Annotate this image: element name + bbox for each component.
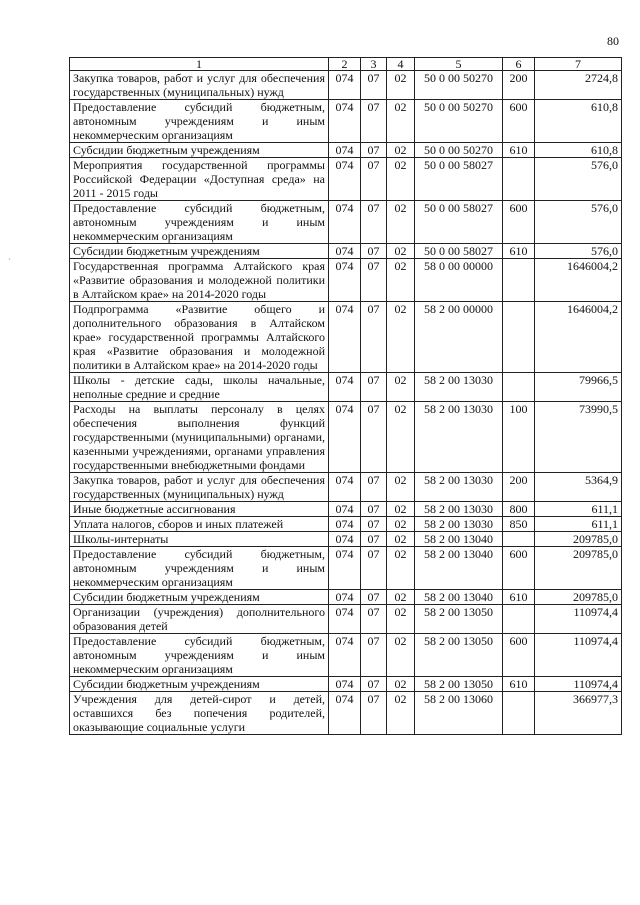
row-code-cell-c6 xyxy=(503,302,535,373)
row-code-cell-c4: 02 xyxy=(387,100,415,143)
row-code-cell-c5: 58 2 00 00000 xyxy=(415,302,503,373)
row-code-cell-c4: 02 xyxy=(387,532,415,547)
row-code-cell-c6: 100 xyxy=(503,402,535,473)
row-code-cell-c5: 58 2 00 13030 xyxy=(415,373,503,402)
row-code-cell-c4: 02 xyxy=(387,692,415,735)
row-code-cell-c2: 074 xyxy=(329,473,361,502)
row-code-cell-c3: 07 xyxy=(361,502,387,517)
row-name-cell: Подпрограмма «Развитие общего и дополнительного образования в Алтайском крае» государственной программы Алтайского края «Развитие образования и молодежной политики в Алтайском крае» на 2014-2020 годы xyxy=(70,302,329,373)
row-code-cell-c4: 02 xyxy=(387,473,415,502)
row-code-cell-c5: 50 0 00 58027 xyxy=(415,158,503,201)
row-code-cell-c5: 58 2 00 13040 xyxy=(415,547,503,590)
row-code-cell-c7: 610,8 xyxy=(535,100,622,143)
table-row xyxy=(70,692,622,735)
row-code-cell-c4: 02 xyxy=(387,547,415,590)
row-code-cell-c4: 02 xyxy=(387,143,415,158)
row-code-cell-c3: 07 xyxy=(361,590,387,605)
table-row xyxy=(70,143,622,158)
row-code-cell-c3: 07 xyxy=(361,634,387,677)
row-code-cell-c5: 50 0 00 50270 xyxy=(415,143,503,158)
row-code-cell-c7: 366977,3 xyxy=(535,692,622,735)
row-name-cell: Учреждения для детей-сирот и детей, оставшихся без попечения родителей, оказывающие социальные услуги xyxy=(70,692,329,735)
row-code-cell-c3: 07 xyxy=(361,373,387,402)
table-row xyxy=(70,100,622,143)
row-code-cell-c3: 07 xyxy=(361,547,387,590)
row-code-cell-c7: 209785,0 xyxy=(535,547,622,590)
row-code-cell-c5: 50 0 00 58027 xyxy=(415,201,503,244)
row-code-cell-c7: 576,0 xyxy=(535,244,622,259)
row-code-cell-c2: 074 xyxy=(329,502,361,517)
row-code-cell-c2: 074 xyxy=(329,590,361,605)
row-name-cell: Предоставление субсидий бюджетным, автономным учреждениям и иным некоммерческим организациям xyxy=(70,547,329,590)
row-code-cell-c2: 074 xyxy=(329,71,361,100)
row-name-cell: Закупка товаров, работ и услуг для обеспечения государственных (муниципальных) нужд xyxy=(70,71,329,100)
row-name-cell: Предоставление субсидий бюджетным, автономным учреждениям и иным некоммерческим организациям xyxy=(70,201,329,244)
margin-mark: · xyxy=(8,255,11,264)
row-code-cell-c4: 02 xyxy=(387,373,415,402)
table-row xyxy=(70,605,622,634)
table-row xyxy=(70,302,622,373)
row-code-cell-c3: 07 xyxy=(361,158,387,201)
row-code-cell-c4: 02 xyxy=(387,201,415,244)
row-code-cell-c3: 07 xyxy=(361,302,387,373)
row-code-cell-c4: 02 xyxy=(387,402,415,473)
row-code-cell-c2: 074 xyxy=(329,373,361,402)
row-code-cell-c4: 02 xyxy=(387,71,415,100)
column-header: 7 xyxy=(535,58,622,71)
column-header: 4 xyxy=(387,58,415,71)
row-code-cell-c7: 611,1 xyxy=(535,517,622,532)
table-row xyxy=(70,532,622,547)
table-row xyxy=(70,402,622,473)
row-code-cell-c6: 600 xyxy=(503,547,535,590)
row-code-cell-c6: 610 xyxy=(503,244,535,259)
row-code-cell-c2: 074 xyxy=(329,634,361,677)
row-code-cell-c7: 576,0 xyxy=(535,158,622,201)
row-code-cell-c6: 610 xyxy=(503,590,535,605)
row-name-cell: Расходы на выплаты персоналу в целях обеспечения выполнения функций государственными (муниципальными) органами, казенными учреждениями, органами управления государственными внебюджетными фондами xyxy=(70,402,329,473)
row-code-cell-c2: 074 xyxy=(329,532,361,547)
column-header: 1 xyxy=(70,58,329,71)
row-code-cell-c6 xyxy=(503,259,535,302)
row-code-cell-c4: 02 xyxy=(387,634,415,677)
row-code-cell-c3: 07 xyxy=(361,71,387,100)
table-body xyxy=(70,71,622,735)
row-code-cell-c7: 79966,5 xyxy=(535,373,622,402)
row-code-cell-c5: 58 2 00 13060 xyxy=(415,692,503,735)
row-code-cell-c7: 209785,0 xyxy=(535,590,622,605)
row-name-cell: Государственная программа Алтайского края «Развитие образования и молодежной политики в Алтайском крае» на 2014-2020 годы xyxy=(70,259,329,302)
row-code-cell-c6: 200 xyxy=(503,473,535,502)
table-row xyxy=(70,590,622,605)
row-code-cell-c6: 610 xyxy=(503,677,535,692)
row-name-cell: Мероприятия государственной программы Российской Федерации «Доступная среда» на 2011 - 2015 годы xyxy=(70,158,329,201)
row-code-cell-c6 xyxy=(503,605,535,634)
table-row xyxy=(70,517,622,532)
row-name-cell: Иные бюджетные ассигнования xyxy=(70,502,329,517)
budget-table xyxy=(69,57,622,735)
row-code-cell-c7: 610,8 xyxy=(535,143,622,158)
row-code-cell-c4: 02 xyxy=(387,517,415,532)
row-code-cell-c3: 07 xyxy=(361,402,387,473)
table-row xyxy=(70,634,622,677)
row-code-cell-c7: 110974,4 xyxy=(535,605,622,634)
row-code-cell-c4: 02 xyxy=(387,302,415,373)
row-code-cell-c5: 58 2 00 13050 xyxy=(415,634,503,677)
row-code-cell-c5: 50 0 00 50270 xyxy=(415,71,503,100)
row-code-cell-c7: 73990,5 xyxy=(535,402,622,473)
row-code-cell-c7: 209785,0 xyxy=(535,532,622,547)
row-code-cell-c5: 58 2 00 13050 xyxy=(415,677,503,692)
row-code-cell-c3: 07 xyxy=(361,201,387,244)
row-code-cell-c6: 200 xyxy=(503,71,535,100)
row-code-cell-c5: 58 2 00 13030 xyxy=(415,402,503,473)
column-header: 6 xyxy=(503,58,535,71)
row-code-cell-c7: 611,1 xyxy=(535,502,622,517)
row-code-cell-c6 xyxy=(503,692,535,735)
row-code-cell-c2: 074 xyxy=(329,517,361,532)
row-code-cell-c2: 074 xyxy=(329,302,361,373)
row-code-cell-c2: 074 xyxy=(329,259,361,302)
row-name-cell: Предоставление субсидий бюджетным, автономным учреждениям и иным некоммерческим организациям xyxy=(70,100,329,143)
row-code-cell-c6 xyxy=(503,532,535,547)
page-number: 80 xyxy=(607,34,619,48)
table-row xyxy=(70,502,622,517)
row-code-cell-c5: 58 0 00 00000 xyxy=(415,259,503,302)
row-code-cell-c5: 58 2 00 13040 xyxy=(415,590,503,605)
row-code-cell-c2: 074 xyxy=(329,402,361,473)
row-code-cell-c3: 07 xyxy=(361,473,387,502)
table-row xyxy=(70,547,622,590)
row-code-cell-c4: 02 xyxy=(387,677,415,692)
row-code-cell-c6 xyxy=(503,158,535,201)
column-header: 5 xyxy=(415,58,503,71)
row-code-cell-c2: 074 xyxy=(329,100,361,143)
row-code-cell-c3: 07 xyxy=(361,143,387,158)
row-code-cell-c5: 58 2 00 13040 xyxy=(415,532,503,547)
row-code-cell-c6: 600 xyxy=(503,201,535,244)
table-row xyxy=(70,244,622,259)
row-code-cell-c3: 07 xyxy=(361,677,387,692)
row-name-cell: Уплата налогов, сборов и иных платежей xyxy=(70,517,329,532)
row-code-cell-c3: 07 xyxy=(361,692,387,735)
row-code-cell-c2: 074 xyxy=(329,158,361,201)
column-header: 3 xyxy=(361,58,387,71)
row-code-cell-c7: 5364,9 xyxy=(535,473,622,502)
row-name-cell: Организации (учреждения) дополнительного образования детей xyxy=(70,605,329,634)
row-code-cell-c6: 600 xyxy=(503,100,535,143)
row-code-cell-c4: 02 xyxy=(387,590,415,605)
row-code-cell-c3: 07 xyxy=(361,532,387,547)
row-code-cell-c5: 58 2 00 13030 xyxy=(415,502,503,517)
row-code-cell-c5: 58 2 00 13030 xyxy=(415,473,503,502)
table-row xyxy=(70,71,622,100)
row-code-cell-c7: 1646004,2 xyxy=(535,302,622,373)
row-code-cell-c5: 50 0 00 58027 xyxy=(415,244,503,259)
table-row xyxy=(70,677,622,692)
row-code-cell-c7: 2724,8 xyxy=(535,71,622,100)
row-name-cell: Школы-интернаты xyxy=(70,532,329,547)
table-row xyxy=(70,259,622,302)
row-code-cell-c4: 02 xyxy=(387,502,415,517)
header-row xyxy=(70,58,622,71)
table-row xyxy=(70,201,622,244)
row-code-cell-c5: 58 2 00 13030 xyxy=(415,517,503,532)
row-code-cell-c6: 850 xyxy=(503,517,535,532)
table-row xyxy=(70,473,622,502)
row-name-cell: Субсидии бюджетным учреждениям xyxy=(70,244,329,259)
row-code-cell-c7: 110974,4 xyxy=(535,634,622,677)
row-code-cell-c7: 1646004,2 xyxy=(535,259,622,302)
row-code-cell-c2: 074 xyxy=(329,605,361,634)
row-code-cell-c2: 074 xyxy=(329,143,361,158)
row-code-cell-c3: 07 xyxy=(361,517,387,532)
row-name-cell: Субсидии бюджетным учреждениям xyxy=(70,143,329,158)
row-code-cell-c7: 110974,4 xyxy=(535,677,622,692)
row-name-cell: Субсидии бюджетным учреждениям xyxy=(70,590,329,605)
row-code-cell-c4: 02 xyxy=(387,158,415,201)
row-code-cell-c4: 02 xyxy=(387,605,415,634)
row-code-cell-c5: 58 2 00 13050 xyxy=(415,605,503,634)
row-code-cell-c3: 07 xyxy=(361,244,387,259)
row-code-cell-c6: 600 xyxy=(503,634,535,677)
row-code-cell-c3: 07 xyxy=(361,259,387,302)
row-code-cell-c6: 800 xyxy=(503,502,535,517)
table-row xyxy=(70,373,622,402)
row-code-cell-c2: 074 xyxy=(329,547,361,590)
row-name-cell: Предоставление субсидий бюджетным, автономным учреждениям и иным некоммерческим организациям xyxy=(70,634,329,677)
row-code-cell-c2: 074 xyxy=(329,677,361,692)
row-code-cell-c2: 074 xyxy=(329,692,361,735)
row-code-cell-c3: 07 xyxy=(361,100,387,143)
row-code-cell-c6: 610 xyxy=(503,143,535,158)
row-name-cell: Школы - детские сады, школы начальные, неполные средние и средние xyxy=(70,373,329,402)
row-code-cell-c6 xyxy=(503,373,535,402)
column-header: 2 xyxy=(329,58,361,71)
row-code-cell-c2: 074 xyxy=(329,201,361,244)
row-name-cell: Субсидии бюджетным учреждениям xyxy=(70,677,329,692)
row-code-cell-c4: 02 xyxy=(387,259,415,302)
row-code-cell-c5: 50 0 00 50270 xyxy=(415,100,503,143)
row-code-cell-c3: 07 xyxy=(361,605,387,634)
row-code-cell-c2: 074 xyxy=(329,244,361,259)
row-code-cell-c7: 576,0 xyxy=(535,201,622,244)
row-code-cell-c4: 02 xyxy=(387,244,415,259)
row-name-cell: Закупка товаров, работ и услуг для обеспечения государственных (муниципальных) нужд xyxy=(70,473,329,502)
table-row xyxy=(70,158,622,201)
